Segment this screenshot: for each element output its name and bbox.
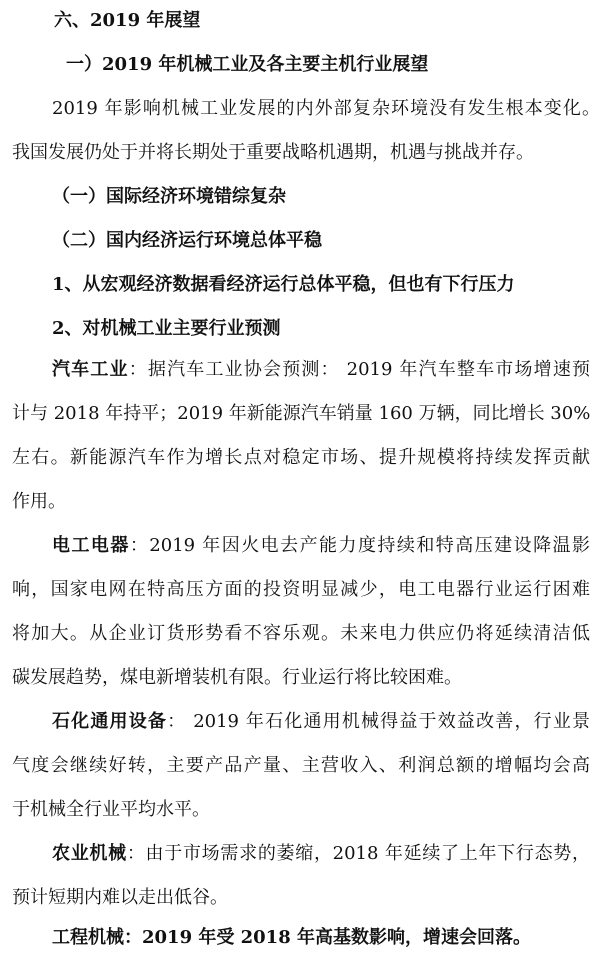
- auto-industry-line: 左右。新能源汽车作为增长点对稳定市场、提升规模将持续发挥贡献: [12, 447, 590, 468]
- electrical-text: ：2019 年因火电去产能力度持续和特高压建设降温影: [129, 535, 591, 556]
- auto-industry-text: ：据汽车工业协会预测： 2019 年汽车整车市场增速预: [128, 359, 591, 380]
- petrochem-paragraph: [52, 709, 590, 735]
- agri-text: ：由于市场需求的萎缩，2018 年延续了上年下行态势，: [126, 843, 590, 864]
- construction-paragraph: [52, 925, 531, 951]
- electrical-label: 电工电器: [52, 535, 130, 556]
- electrical-line: 响，国家电网在特高压方面的投资明显减少，电工电器行业运行困难: [12, 579, 590, 600]
- petrochem-line: 于机械全行业平均水平。: [12, 799, 210, 820]
- construction-label: 工程机械: [52, 927, 124, 948]
- heading-industry-forecast: 2、对机械工业主要行业预测: [52, 318, 281, 339]
- intro-paragraph-line: 2019 年影响机械工业发展的内外部复杂环境没有发生根本变化。: [52, 98, 600, 119]
- auto-industry-label: 汽车工业: [52, 359, 129, 380]
- intro-paragraph-line: 我国发展仍处于并将长期处于重要战略机遇期，机遇与挑战并存。: [12, 142, 534, 163]
- heading-domestic-economy: （二）国内经济运行环境总体平稳: [52, 230, 322, 251]
- agri-paragraph: [52, 841, 590, 867]
- auto-industry-line: 计与 2018 年持平；2019 年新能源汽车销量 160 万辆，同比增长 30%: [12, 403, 591, 424]
- construction-text: ：2019 年受 2018 年高基数影响，增速会回落。: [124, 927, 531, 948]
- heading-international-economy: （一）国际经济环境错综复杂: [52, 186, 286, 207]
- electrical-paragraph: [52, 533, 590, 559]
- petrochem-text: ： 2019 年石化通用机械得益于效益改善，行业景: [167, 711, 591, 732]
- section-title: 六、2019 年展望: [54, 10, 201, 31]
- petrochem-line: 气度会继续好转，主要产品产量、主营收入、利润总额的增幅均会高: [12, 755, 590, 776]
- auto-industry-paragraph: [52, 357, 590, 383]
- auto-industry-line: 作用。: [12, 491, 66, 512]
- subsection-title: 一）2019 年机械工业及各主要主机行业展望: [66, 54, 429, 75]
- agri-line: 预计短期内难以走出低谷。: [12, 887, 228, 908]
- heading-macro-data: 1、从宏观经济数据看经济运行总体平稳，但也有下行压力: [52, 274, 515, 295]
- agri-label: 农业机械: [52, 843, 127, 864]
- electrical-line: 将加大。从企业订货形势看不容乐观。未来电力供应仍将延续清洁低: [12, 623, 590, 644]
- petrochem-label: 石化通用设备: [52, 711, 168, 732]
- electrical-line: 碳发展趋势，煤电新增装机有限。行业运行将比较困难。: [12, 667, 462, 688]
